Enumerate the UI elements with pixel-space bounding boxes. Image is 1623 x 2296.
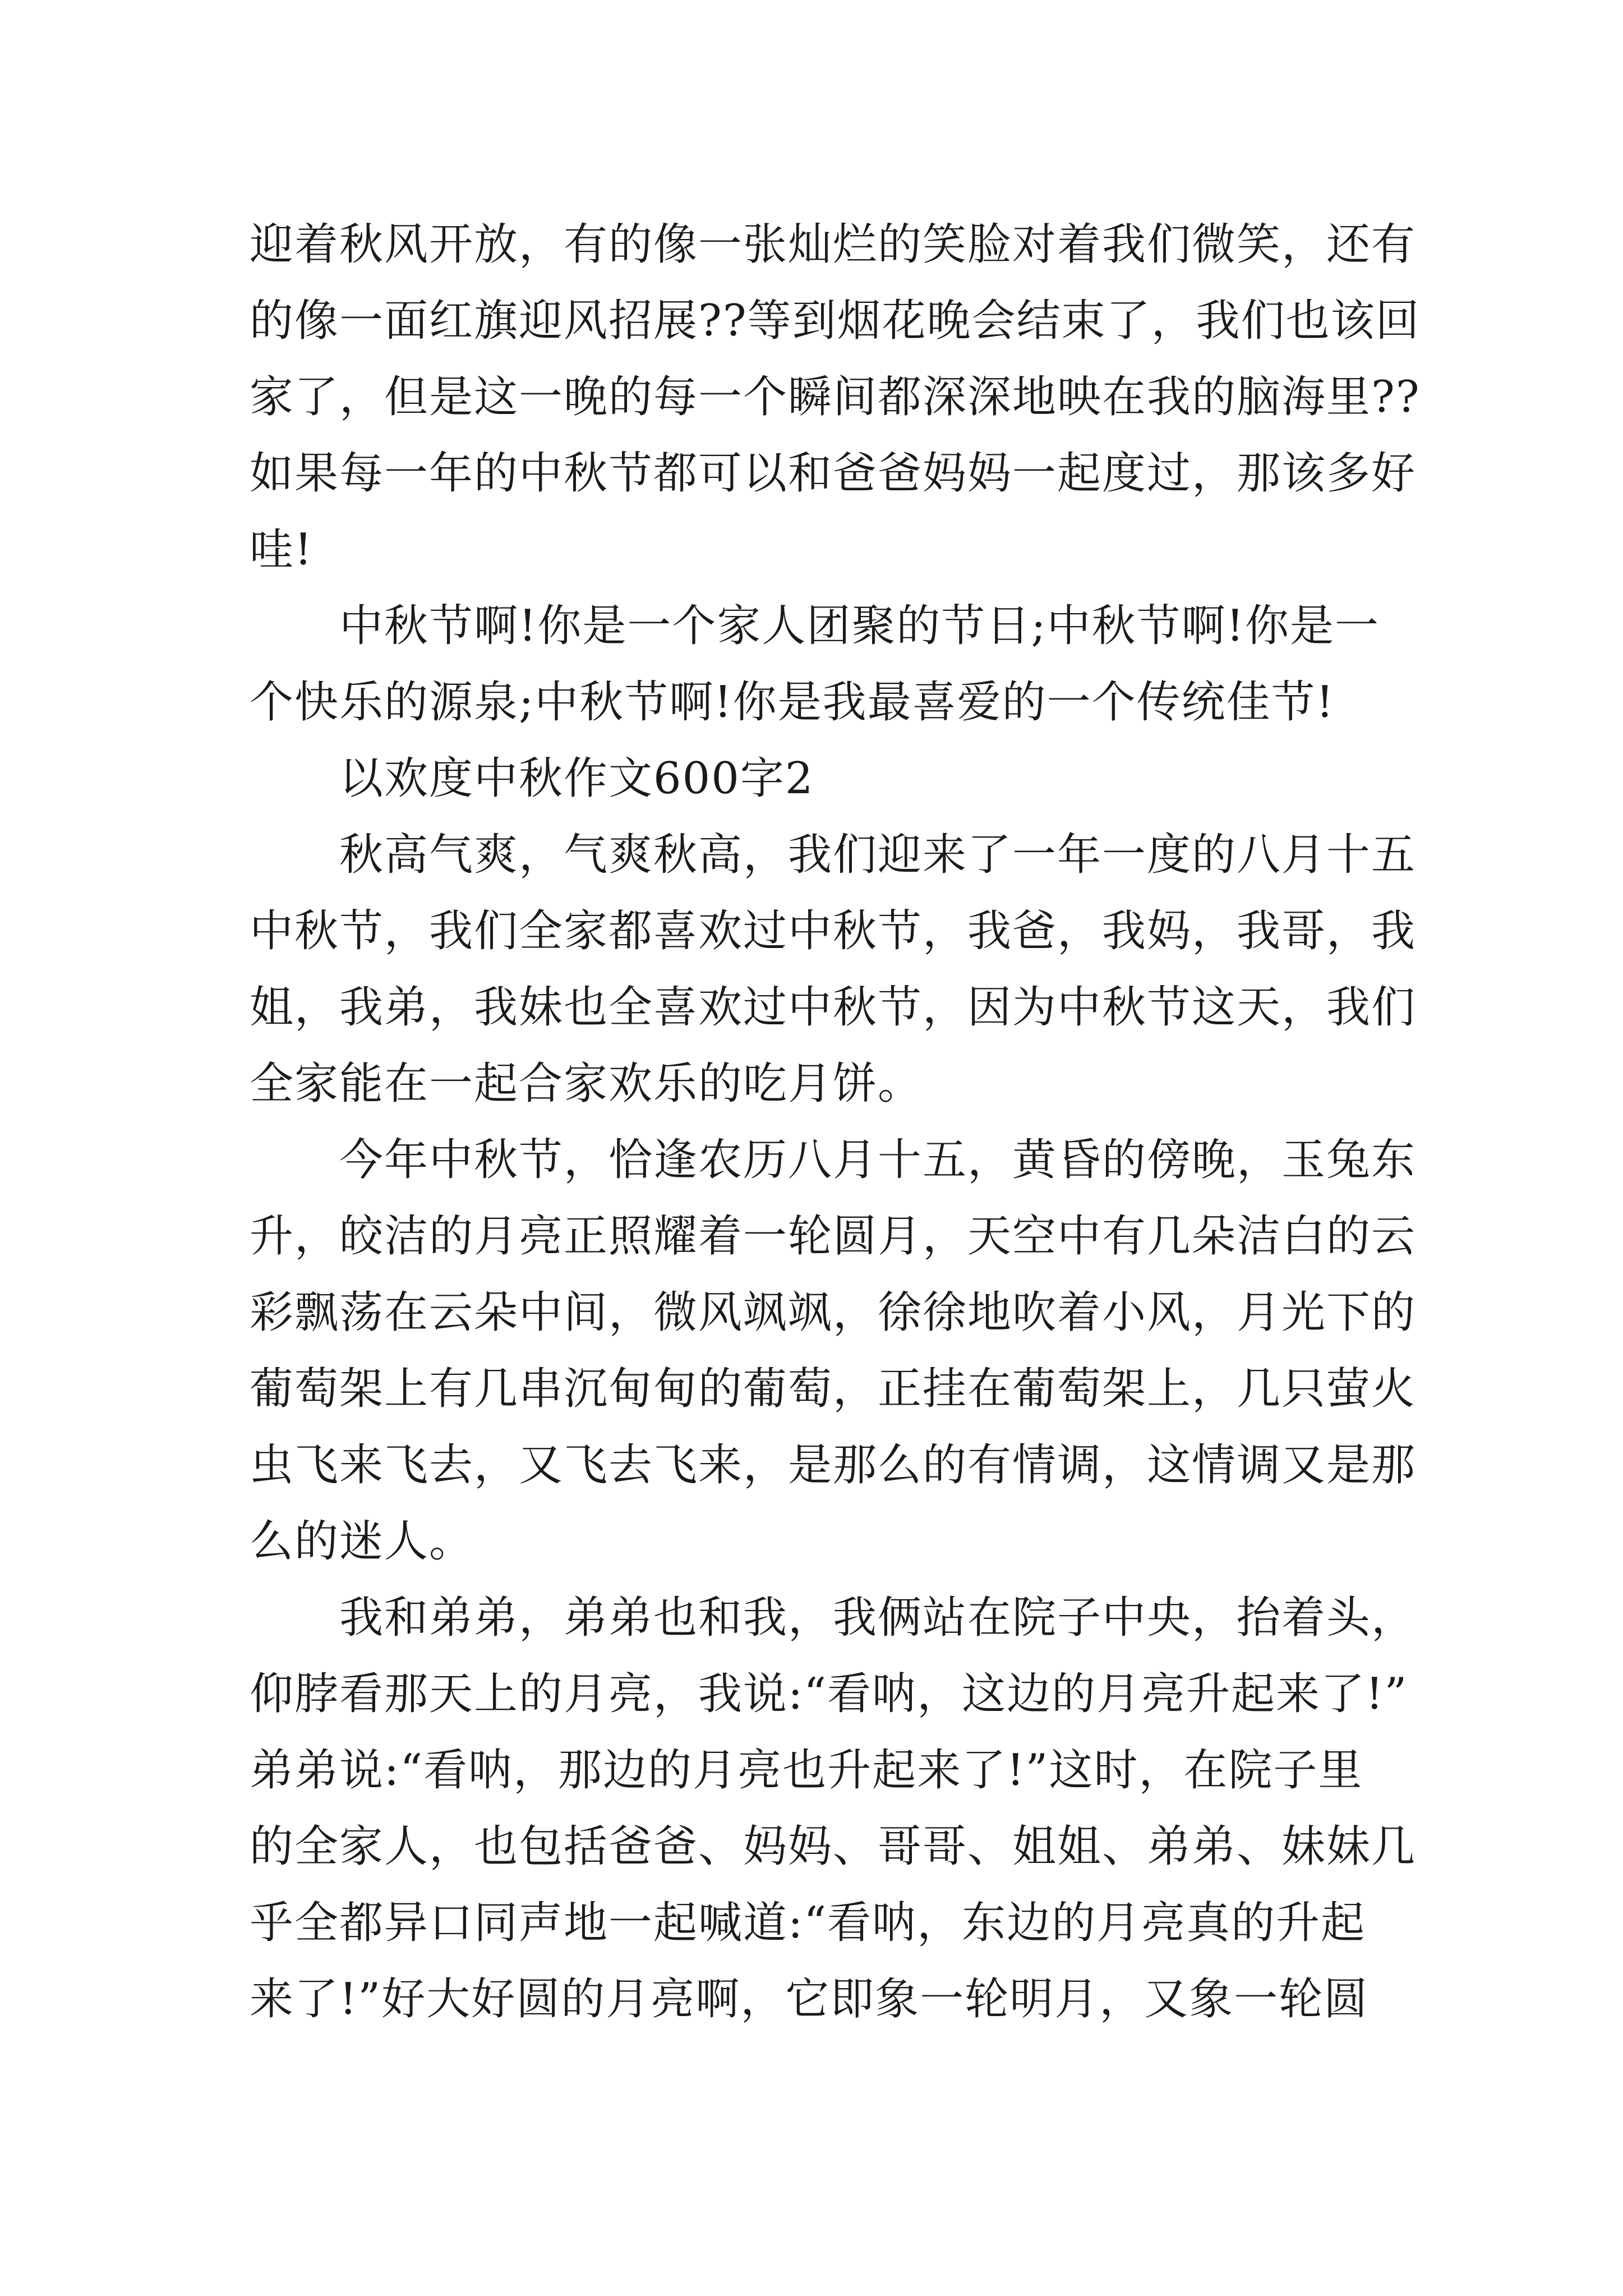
text-line: 家了，但是这一晚的每一个瞬间都深深地映在我的脑海里?? <box>250 372 1421 422</box>
text-line: 乎全都异口同声地一起喊道:“看呐，东边的月亮真的升起 <box>250 1898 1366 1948</box>
text-line: 个快乐的源泉;中秋节啊!你是我最喜爱的一个传统佳节! <box>250 677 1335 728</box>
text-line: 的全家人，也包括爸爸、妈妈、哥哥、姐姐、弟弟、妹妹几 <box>250 1821 1417 1872</box>
text-line: 弟弟说:“看呐，那边的月亮也升起来了!”这时，在院子里 <box>250 1745 1363 1796</box>
text-line: 葡萄架上有几串沉甸甸的葡萄，正挂在葡萄架上，几只萤火 <box>250 1364 1417 1414</box>
text-line: 中秋节啊!你是一个家人团聚的节日;中秋节啊!你是一 <box>339 601 1380 651</box>
text-line: 今年中秋节，恰逢农历八月十五，黄昏的傍晚，玉兔东 <box>339 1135 1417 1185</box>
text-line: 仰脖看那天上的月亮，我说:“看呐，这边的月亮升起来了!” <box>250 1669 1408 1719</box>
text-line: 迎着秋风开放，有的像一张灿烂的笑脸对着我们微笑，还有 <box>250 219 1417 270</box>
text-line: 升，皎洁的月亮正照耀着一轮圆月，天空中有几朵洁白的云 <box>250 1211 1417 1262</box>
text-line: 以欢度中秋作文600字2 <box>339 753 814 804</box>
document-body <box>250 206 1421 2037</box>
text-line: 我和弟弟，弟弟也和我，我俩站在院子中央，抬着头， <box>339 1593 1417 1643</box>
text-line: 的像一面红旗迎风招展??等到烟花晚会结束了，我们也该回 <box>250 296 1421 346</box>
text-line: 虫飞来飞去，又飞去飞来，是那么的有情调，这情调又是那 <box>250 1440 1417 1490</box>
text-line: 来了!”好大好圆的月亮啊，它即象一轮明月，又象一轮圆 <box>250 1974 1369 2024</box>
text-line: 秋高气爽，气爽秋高，我们迎来了一年一度的八月十五 <box>339 830 1417 880</box>
text-line: 哇! <box>250 524 313 575</box>
text-line: 中秋节，我们全家都喜欢过中秋节，我爸，我妈，我哥，我 <box>250 906 1417 956</box>
text-line: 彩飘荡在云朵中间，微风飒飒，徐徐地吹着小风，月光下的 <box>250 1287 1417 1338</box>
text-line: 全家能在一起合家欢乐的吃月饼。 <box>250 1059 923 1109</box>
text-line: 姐，我弟，我妹也全喜欢过中秋节，因为中秋节这天，我们 <box>250 982 1417 1033</box>
text-line: 么的迷人。 <box>250 1516 474 1567</box>
text-line: 如果每一年的中秋节都可以和爸爸妈妈一起度过，那该多好 <box>250 448 1417 499</box>
